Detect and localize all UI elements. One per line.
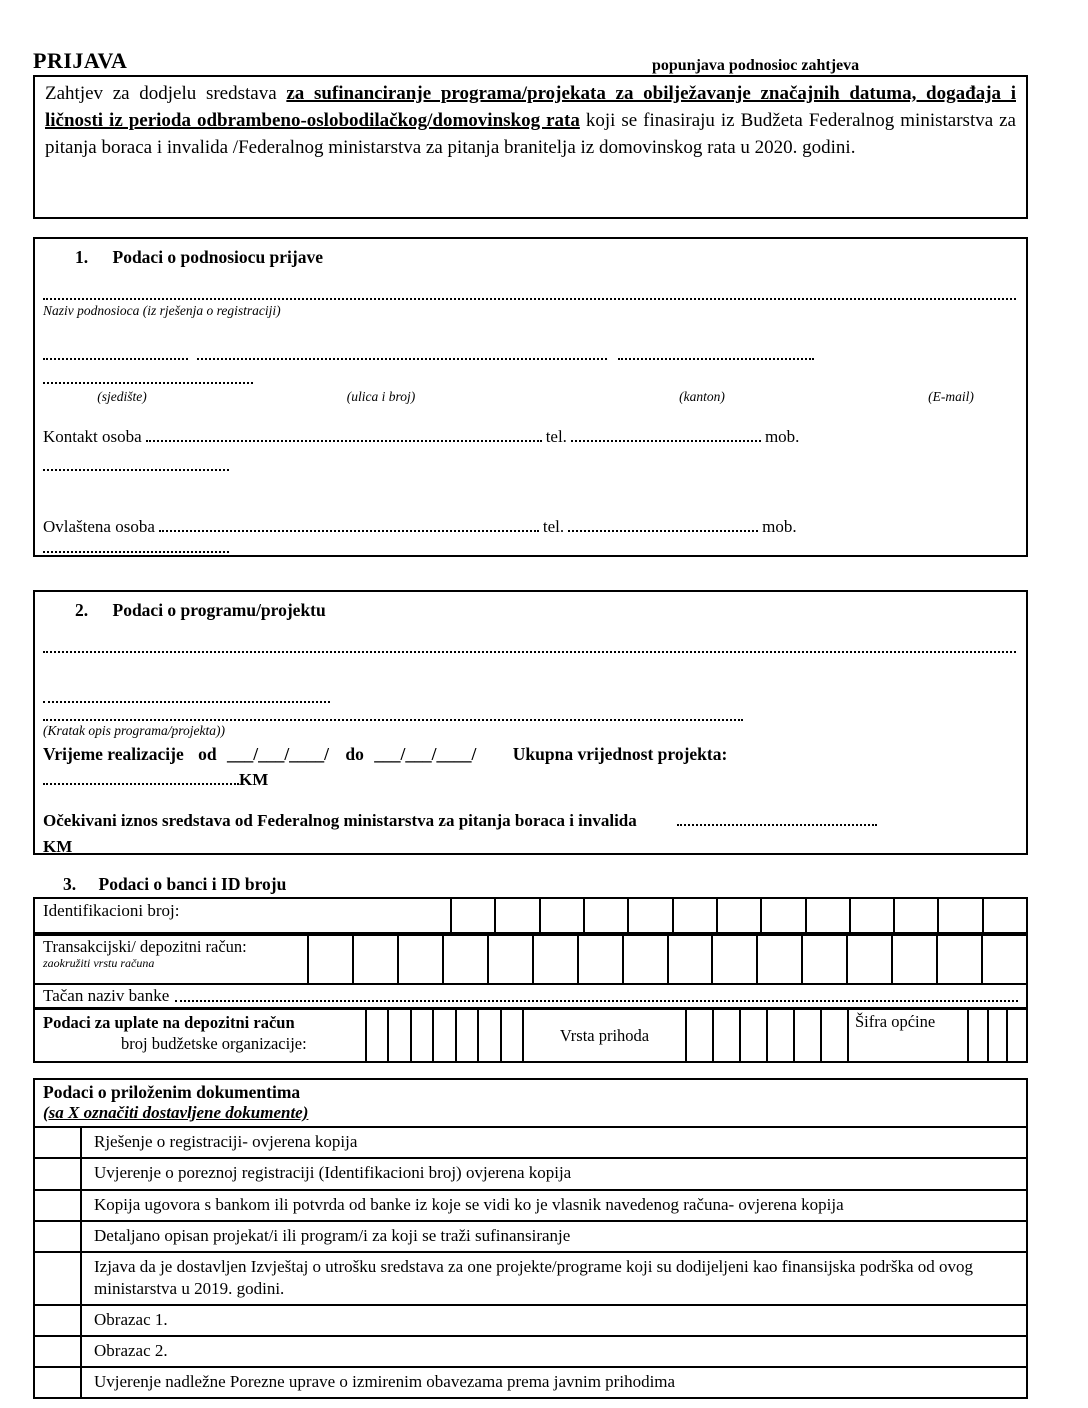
documents-table [33,1078,1028,1399]
intro-text-emphasis: za sufinanciranje programa/projekata za obilježavanje značajnih datuma, događaja i ličnosti iz perioda odbrambeno-oslobodilačkog/domovinskog rata [45,83,1016,131]
tel-label: tel. [545,427,567,446]
grid-cell[interactable] [846,936,891,983]
account-label-text: Transakcijski/ depozitni račun: [43,937,247,956]
grid-cell[interactable] [711,936,756,983]
tel-label: tel. [542,517,565,536]
contact-person-field[interactable] [146,427,542,442]
deposit-payment-row [35,1007,1026,1061]
grid-cell[interactable] [805,899,849,932]
grid-cell[interactable] [667,936,712,983]
km-label: KM [239,770,269,789]
authorized-tel-field[interactable] [568,517,758,532]
budget-org-label: broj budžetske organizacije: [121,1033,307,1053]
grid-cell[interactable] [432,1010,454,1061]
section1-heading [75,247,323,268]
grid-cell[interactable] [766,1010,793,1061]
hint-seat: (sjedište) [97,389,147,404]
grid-cell[interactable] [981,936,1026,983]
dotted-fill-line[interactable] [43,298,1016,300]
grid-cell[interactable] [672,899,716,932]
deposit-payment-label [35,1010,365,1061]
total-value-label: Ukupna vrijednost projekta: [512,744,728,764]
section2-number: 2. [75,600,89,620]
bank-name-field[interactable] [175,1000,1018,1002]
documents-title: Podaci o priloženim dokumentima [43,1082,301,1102]
total-value-row [43,770,268,790]
grid-cell[interactable] [387,1010,409,1061]
section-project [33,590,1028,855]
grid-cell[interactable] [893,899,937,932]
document-label: Obrazac 1. [94,1309,168,1329]
document-label: Obrazac 2. [94,1341,168,1361]
income-type-label: Vrsta prihoda [522,1010,685,1061]
checkbox-cell[interactable] [35,1306,82,1335]
expected-amount-field[interactable] [677,811,877,826]
document-label: Uvjerenje o poreznoj registraciji (Identifikacioni broj) ovjerena kopija [94,1163,572,1183]
checkbox-cell[interactable] [35,1368,82,1397]
project-name-field[interactable] [43,651,1016,653]
date-to-field[interactable]: ___/___/____/ [374,744,477,764]
dotted-fill-line[interactable] [43,382,253,384]
grid-cell[interactable] [760,899,804,932]
id-number-row [35,899,1026,932]
date-from-field[interactable]: ___/___/____/ [226,744,330,764]
account-label [35,936,307,983]
id-number-label: Identifikacioni broj: [43,901,180,920]
grid-cell[interactable] [716,899,760,932]
grid-cell[interactable] [891,936,936,983]
document-label: Detaljano opisan projekat/i ili program/i za koji se traži sufinansiranje [94,1225,571,1245]
authorized-person-label: Ovlaštena osoba [43,517,155,536]
budget-org-cells [365,1010,522,1061]
id-number-cells [450,899,1026,932]
contact-person-row [43,427,803,447]
grid-cell[interactable] [739,1010,766,1061]
filler-note: popunjava podnosioc zahtjeva [652,57,860,74]
grid-cell[interactable] [627,899,671,932]
checkbox-cell[interactable] [35,1222,82,1251]
grid-cell[interactable] [820,1010,847,1061]
grid-cell[interactable] [410,1010,432,1061]
bank-table [33,897,1028,1063]
checkbox-cell[interactable] [35,1191,82,1220]
section3-heading [63,874,286,895]
authorized-mob-field[interactable] [43,551,229,553]
document-row [35,1366,1026,1397]
grid-cell[interactable] [967,1010,987,1061]
checkbox-cell[interactable] [35,1253,82,1304]
dotted-fill-line[interactable] [618,358,814,360]
section3-number: 3. [63,874,77,894]
bank-name-label: Tačan naziv banke [43,986,170,1005]
grid-cell[interactable] [487,936,532,983]
document-label: Izjava da je dostavljen Izvještaj o utrošku sredstava za one projekte/programe koji su dodijeljeni kao finansijska podrška od ovog ministarstva u 2019. godini. [94,1256,974,1298]
checkbox-cell[interactable] [35,1128,82,1157]
grid-cell[interactable] [849,899,893,932]
municipality-code-label: Šifra općine [847,1010,967,1061]
grid-cell[interactable] [982,899,1026,932]
document-row [35,1251,1026,1304]
section1-title: Podaci o podnosiocu prijave [112,247,324,267]
section-applicant [33,237,1028,557]
to-label: do [345,744,364,764]
deposit-payment-label-text: Podaci za uplate na depozitni račun [43,1013,295,1032]
checkbox-cell[interactable] [35,1159,82,1188]
grid-cell[interactable] [987,1010,1007,1061]
expected-amount-label: Očekivani iznos sredstava od Federalnog ministarstva za pitanja boraca i invalida [43,811,637,830]
grid-cell[interactable] [937,899,981,932]
km-label-2: KM [43,837,73,856]
hint-email: (E-mail) [928,389,974,404]
document-label: Uvjerenje nadležne Porezne uprave o izmirenim obavezama prema javnim prihodima [94,1372,676,1392]
grid-cell[interactable] [352,936,397,983]
dotted-fill-line[interactable] [43,701,330,703]
grid-cell[interactable] [539,899,583,932]
grid-cell[interactable] [442,936,487,983]
grid-cell[interactable] [577,936,622,983]
grid-cell[interactable] [494,899,538,932]
page-title: PRIJAVA [33,48,128,73]
authorized-person-row [43,517,801,537]
authorized-person-field[interactable] [159,517,539,532]
document-row [35,1189,1026,1220]
document-label: Kopija ugovora s bankom ili potvrda od banke iz koje se vidi ko je vlasnik navedenog računa- ovjerena kopija [94,1194,844,1214]
grid-cell[interactable] [307,936,352,983]
intro-text-start: Zahtjev za dodjelu sredstava [45,83,287,104]
mob-label: mob. [764,427,800,446]
document-row [35,1304,1026,1335]
bank-name-row [35,983,1026,1007]
account-circle-hint: zaokružiti vrstu računa [43,955,155,970]
from-label: od [198,744,217,764]
grid-cell[interactable] [801,936,846,983]
grid-cell[interactable] [477,1010,499,1061]
grid-cell[interactable] [685,1010,712,1061]
hint-canton: (kanton) [679,389,725,404]
mob-label: mob. [762,517,797,536]
grid-cell[interactable] [500,1010,522,1061]
grid-cell[interactable] [712,1010,739,1061]
applicant-name-hint: Naziv podnosioca (iz rješenja o registraciji) [43,303,281,318]
contact-tel-field[interactable] [571,427,761,442]
documents-subtitle: (sa X označiti dostavljene dokumente) [43,1103,309,1122]
section3-title: Podaci o banci i ID broju [98,874,287,894]
grid-cell[interactable] [365,1010,387,1061]
document-label: Rješenje o registraciji- ovjerena kopija [94,1132,358,1152]
document-row [35,1220,1026,1251]
grid-cell[interactable] [622,936,667,983]
grid-cell[interactable] [450,899,494,932]
account-row [35,932,1026,983]
section2-heading [75,600,326,621]
document-row [35,1157,1026,1188]
realization-time-row [43,744,727,765]
dotted-fill-line[interactable] [197,358,607,360]
grid-cell[interactable] [532,936,577,983]
document-row [35,1335,1026,1366]
grid-cell[interactable] [397,936,442,983]
total-value-field[interactable] [43,770,239,785]
realization-label: Vrijeme realizacije [43,744,184,764]
project-description-hint: (Kratak opis programa/projekta)) [43,723,225,738]
contact-person-label: Kontakt osoba [43,427,142,446]
hint-street: (ulica i broj) [346,389,416,404]
section2-title: Podaci o programu/projektu [112,600,326,620]
grid-cell[interactable] [455,1010,477,1061]
intro-box [33,75,1028,219]
checkbox-cell[interactable] [35,1337,82,1366]
contact-mob-field[interactable] [43,469,229,471]
grid-cell[interactable] [936,936,981,983]
intro-text-end: koji se finasiraju iz Budžeta Federalnog ministarstva za pitanja boraca i invalida /Federalnog ministarstva za pitanja branitelja iz domovinskog rata u 2020. godini. [45,109,1016,158]
grid-cell[interactable] [793,1010,820,1061]
section1-number: 1. [75,247,89,267]
project-description-field[interactable] [43,719,743,721]
documents-header [35,1080,1026,1126]
expected-amount-row [43,811,877,831]
grid-cell[interactable] [756,936,801,983]
municipality-code-cells [967,1010,1026,1061]
dotted-fill-line[interactable] [43,358,188,360]
grid-cell[interactable] [583,899,627,932]
account-cells [307,936,1026,983]
income-type-cells [685,1010,847,1061]
document-row [35,1126,1026,1157]
grid-cell[interactable] [1006,1010,1026,1061]
